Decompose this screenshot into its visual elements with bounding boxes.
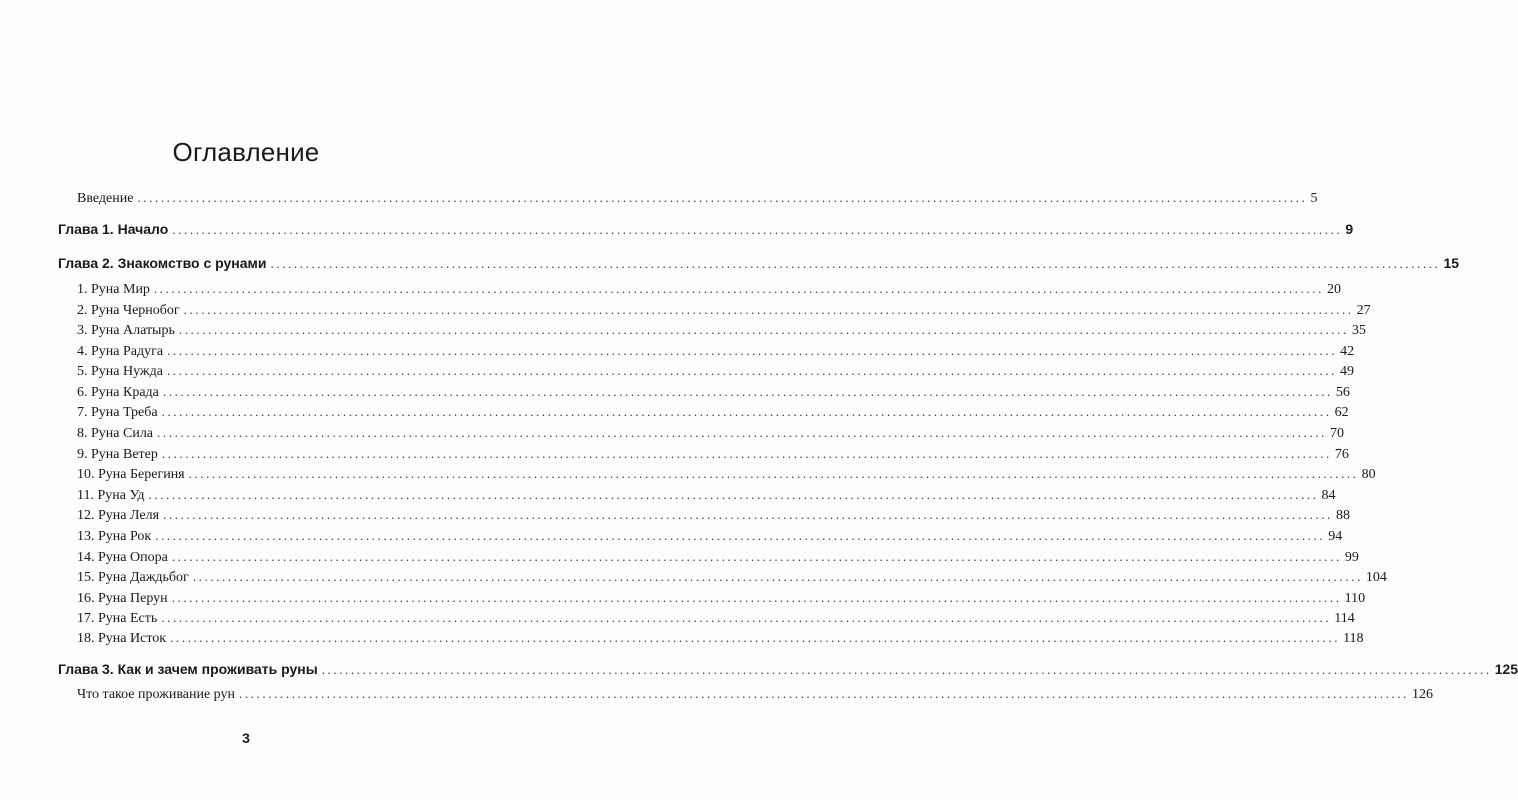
leader-dots: ........................................................................................................................................................................................................ — [162, 384, 1333, 399]
toc-entry — [77, 506, 1351, 524]
toc-entry — [77, 362, 1354, 380]
toc-entry-page: 9 — [1345, 221, 1354, 237]
toc-entry-page: 114 — [1334, 611, 1355, 626]
toc-entry-label: 10. Руна Берегиня — [77, 467, 185, 482]
toc-entry-label: 18. Руна Исток — [77, 631, 167, 646]
toc-entry — [77, 445, 1349, 463]
leader-dots: ........................................................................................................................................................................................................ — [166, 363, 1337, 378]
toc-entry-label: Что такое проживание рун — [77, 687, 235, 702]
toc-entry — [77, 342, 1355, 360]
toc-entry — [77, 527, 1343, 545]
toc-entry-label: Глава 1. Начало — [58, 221, 169, 237]
leader-dots: ........................................................................................................................................................................................................ — [183, 302, 1354, 317]
toc-entry-page: 27 — [1356, 303, 1371, 318]
leader-dots: ........................................................................................................................................................................................................ — [172, 222, 1343, 237]
leader-dots: ........................................................................................................................................................................................................ — [137, 190, 1308, 205]
toc-entry-page: 125 — [1494, 661, 1518, 677]
leader-dots: ........................................................................................................................................................................................................ — [161, 446, 1332, 461]
toc-entry — [77, 589, 1366, 607]
leader-dots: ........................................................................................................................................................................................................ — [178, 322, 1349, 337]
leader-dots: ........................................................................................................................................................................................................ — [157, 425, 1328, 440]
leader-dots: ........................................................................................................................................................................................................ — [161, 404, 1332, 419]
toc-entry — [77, 403, 1349, 421]
toc-entry-page: 20 — [1326, 282, 1341, 297]
toc-entry — [77, 685, 1433, 703]
toc-entry-page: 126 — [1411, 687, 1433, 702]
toc-entry-label: 3. Руна Алатырь — [77, 323, 175, 338]
toc-entry-page: 110 — [1344, 591, 1366, 606]
leader-dots: ........................................................................................................................................................................................................ — [161, 610, 1332, 625]
leader-dots: ........................................................................................................................................................................................................ — [163, 507, 1334, 522]
toc-entry-label: Глава 2. Знакомство с рунами — [58, 255, 267, 271]
toc-entry-label: 17. Руна Есть — [77, 611, 158, 626]
toc-chapter-entry — [58, 661, 1518, 678]
toc-entry-label: 4. Руна Радуга — [77, 344, 164, 359]
leader-dots: ........................................................................................................................................................................................................ — [155, 528, 1326, 543]
leader-dots: ........................................................................................................................................................................................................ — [192, 569, 1363, 584]
toc-entry — [77, 280, 1341, 298]
toc-entry-label: 12. Руна Леля — [77, 508, 160, 523]
leader-dots: ........................................................................................................................................................................................................ — [171, 590, 1342, 605]
toc-entry — [77, 486, 1336, 504]
leader-dots: ........................................................................................................................................................................................................ — [171, 549, 1342, 564]
leader-dots: ........................................................................................................................................................................................................ — [270, 256, 1441, 271]
toc-entry-label: Глава 3. Как и зачем проживать руны — [58, 661, 318, 677]
toc-entry-label: 16. Руна Перун — [77, 591, 168, 606]
toc-entry — [77, 465, 1376, 483]
toc-entry-label: 15. Руна Даждьбог — [77, 570, 189, 585]
toc-entry-label: 2. Руна Чернобог — [77, 303, 180, 318]
toc-entry-page: 104 — [1365, 570, 1387, 585]
toc-entry-page: 84 — [1321, 488, 1336, 503]
toc-entry — [77, 629, 1364, 647]
toc-entry-page: 62 — [1334, 405, 1349, 420]
toc-entry-label: 11. Руна Уд — [77, 488, 145, 503]
toc-entry — [77, 424, 1345, 442]
toc-entry-label: 14. Руна Опора — [77, 550, 168, 565]
toc-entry-page: 49 — [1339, 364, 1354, 379]
leader-dots: ........................................................................................................................................................................................................ — [148, 487, 1319, 502]
toc-entry-page: 70 — [1330, 426, 1345, 441]
leader-dots: ........................................................................................................................................................................................................ — [170, 630, 1341, 645]
leader-dots: ........................................................................................................................................................................................................ — [167, 343, 1338, 358]
toc-entry-page: 118 — [1343, 631, 1364, 646]
toc-entry — [77, 568, 1387, 586]
toc-entry-page: 42 — [1340, 344, 1355, 359]
toc-entry-label: 9. Руна Ветер — [77, 447, 158, 462]
toc-entry-page: 88 — [1336, 508, 1351, 523]
page-number: 3 — [242, 730, 250, 746]
toc-entry-page: 76 — [1334, 447, 1349, 462]
toc-entry-page: 5 — [1310, 191, 1318, 206]
toc-entry-page: 99 — [1344, 550, 1359, 565]
toc-entry — [77, 321, 1366, 339]
toc-entry-label: 8. Руна Сила — [77, 426, 154, 441]
toc-entry — [77, 301, 1371, 319]
toc-entry-page: 56 — [1335, 385, 1350, 400]
leader-dots: ........................................................................................................................................................................................................ — [238, 686, 1409, 701]
toc-entry — [77, 189, 1318, 207]
toc-entry — [77, 548, 1359, 566]
toc-entry-label: Введение — [77, 191, 134, 206]
leader-dots: ........................................................................................................................................................................................................ — [188, 466, 1359, 481]
toc-entry-page: 80 — [1361, 467, 1376, 482]
leader-dots: ........................................................................................................................................................................................................ — [321, 662, 1492, 677]
toc-chapter-entry — [58, 221, 1354, 238]
toc-entry-page: 35 — [1351, 323, 1366, 338]
toc-entry-label: 1. Руна Мир — [77, 282, 150, 297]
toc-entry-label: 13. Руна Рок — [77, 529, 152, 544]
toc-entry-page: 94 — [1328, 529, 1343, 544]
page-title: Оглавление — [172, 137, 320, 167]
toc-entry-label: 6. Руна Крада — [77, 385, 159, 400]
toc-entry-label: 7. Руна Треба — [77, 405, 158, 420]
toc-entry-page: 15 — [1443, 255, 1460, 271]
toc-entry — [77, 609, 1355, 627]
toc-entry — [77, 383, 1350, 401]
leader-dots: ........................................................................................................................................................................................................ — [153, 281, 1324, 296]
toc-entry-label: 5. Руна Нужда — [77, 364, 163, 379]
toc-chapter-entry — [58, 255, 1460, 272]
